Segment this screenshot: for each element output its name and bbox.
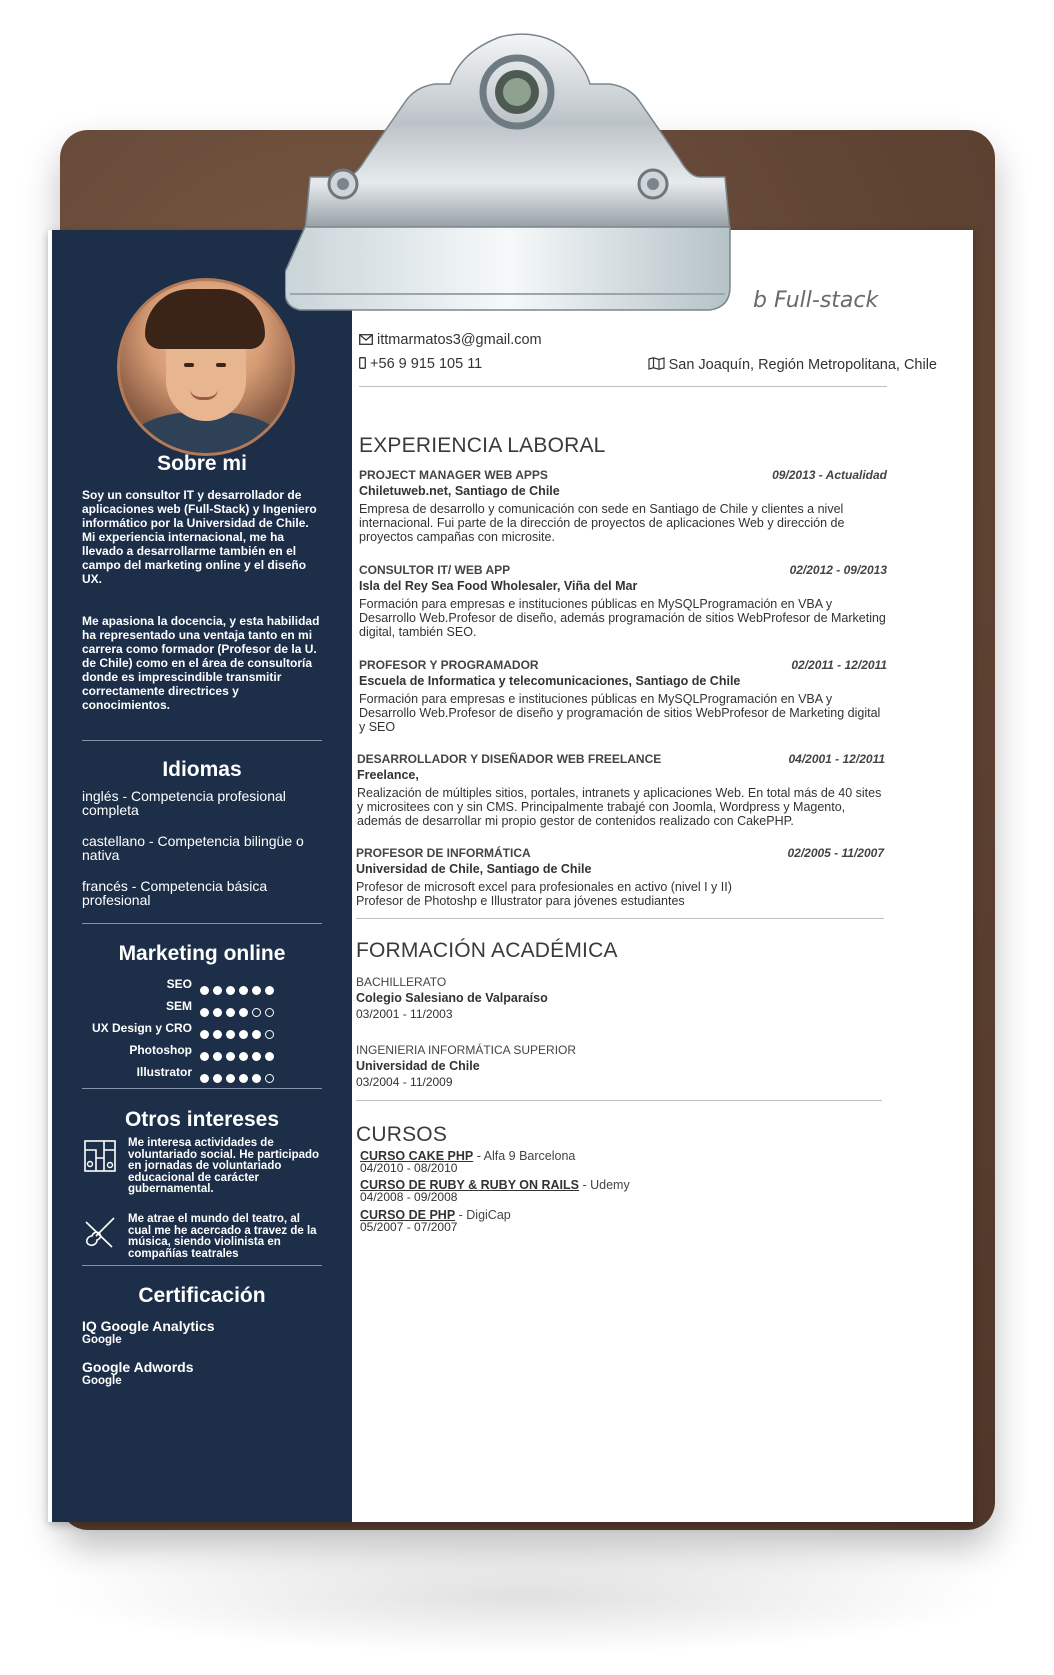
board-shadow — [45, 1535, 1005, 1655]
skill-row — [52, 1064, 352, 1082]
job-position: PROJECT MANAGER WEB APPS — [359, 468, 548, 482]
course-dates: 05/2007 - 07/2007 — [360, 1220, 458, 1234]
skill-label: Illustrator — [136, 1065, 192, 1079]
about-text-2: Me apasiona la docencia, y esta habilidad ha representado una ventaja tanto en mi carrera como formador (Profesor de la U. de Chile) como en el área de consultoría donde es imprescindible transmitir correctamente directrices y conocimientos. — [82, 614, 320, 712]
education-heading: FORMACIÓN ACADÉMICA — [356, 939, 618, 962]
resume-main — [353, 230, 973, 1522]
rating-dot-empty — [265, 1008, 274, 1017]
email-text: ittmarmatos3@gmail.com — [377, 332, 542, 348]
clipboard-clip — [285, 32, 765, 342]
rating-dot-filled — [252, 1074, 261, 1083]
language-item: castellano - Competencia bilingüe o nativa — [82, 833, 304, 863]
phone-icon — [359, 357, 366, 369]
experience-item — [359, 468, 887, 544]
cert-name: Google Adwords — [82, 1359, 194, 1375]
skill-label: SEO — [166, 977, 192, 991]
job-description: Profesor de microsoft excel para profesionales en activo (nivel I y II) Profesor de Photoshp e Illustrator para jóvenes estudiantes — [356, 880, 732, 908]
courses-heading: CURSOS — [356, 1123, 448, 1146]
education-item — [356, 974, 876, 1022]
rating-dot-filled — [213, 1052, 222, 1061]
skill-row — [52, 998, 352, 1016]
skill-label: Photoshop — [129, 1043, 192, 1057]
rating-dot-filled — [252, 986, 261, 995]
edu-school: Colegio Salesiano de Valparaíso — [356, 991, 548, 1005]
resume-sidebar — [52, 230, 352, 1522]
course-provider: - DigiCap — [455, 1208, 511, 1222]
job-description: Formación para empresas e instituciones públicas en MySQLProgramación en VBA y Desarrollo Web.Profesor de diseño, además programación de sitios WebProfesor de Marketing digital, también SEO. — [359, 597, 886, 639]
course-dates: 04/2008 - 09/2008 — [360, 1190, 458, 1204]
resume-page — [48, 230, 973, 1522]
rating-dot-filled — [213, 1008, 222, 1017]
rating-dot-filled — [239, 1074, 248, 1083]
job-org: Isla del Rey Sea Food Wholesaler, Viña del Mar — [359, 579, 638, 593]
rating-dot-filled — [200, 1030, 209, 1039]
section-divider — [356, 918, 884, 919]
rating-dot-filled — [239, 986, 248, 995]
rating-dot-filled — [200, 1008, 209, 1017]
job-position: DESARROLLADOR Y DISEÑADOR WEB FREELANCE — [357, 752, 662, 766]
job-date: 02/2012 - 09/2013 — [789, 563, 887, 577]
rating-dot-filled — [239, 1052, 248, 1061]
rating-dot-filled — [200, 1074, 209, 1083]
edu-degree: BACHILLERATO — [356, 975, 447, 989]
interest-text: Me interesa actividades de voluntariado social. He participado en jornadas de voluntariado educacional de carácter gubernamental. — [128, 1137, 320, 1195]
profile-photo — [117, 278, 295, 456]
rating-dot-filled — [226, 1008, 235, 1017]
sidebar-divider — [82, 1088, 322, 1089]
job-description: Formación para empresas e instituciones públicas en MySQLProgramación en VBA y Desarrollo Web.Profesor de diseño y programación de sitios WebProfesor de Marketing digital y SEO — [359, 692, 881, 734]
skill-row — [52, 976, 352, 994]
sidebar-divider — [82, 740, 322, 741]
skill-label: SEM — [165, 999, 192, 1013]
job-date: 02/2005 - 11/2007 — [787, 846, 884, 860]
experience-item — [359, 563, 887, 639]
rating-dot-filled — [226, 1074, 235, 1083]
rating-dot-filled — [226, 1030, 235, 1039]
course-item — [360, 1179, 880, 1203]
rating-dot-filled — [226, 986, 235, 995]
job-org: Escuela de Informatica y telecomunicaciones, Santiago de Chile — [359, 674, 741, 688]
cert-issuer: Google — [82, 1334, 122, 1346]
about-text-1: Soy un consultor IT y desarrollador de aplicaciones web (Full-Stack) y Ingeniero informático por la Universidad de Chile. Mi experiencia internacional, me ha llevado a desarrollarme también en el campo del marketing online y el diseño UX. — [82, 488, 317, 586]
rating-dot-filled — [252, 1030, 261, 1039]
skill-row — [52, 1020, 352, 1038]
course-dates: 04/2010 - 08/2010 — [360, 1161, 458, 1175]
rating-dot-empty — [265, 1074, 274, 1083]
map-icon — [648, 357, 665, 370]
rating-dot-filled — [200, 1052, 209, 1061]
education-item — [356, 1042, 876, 1090]
languages-heading: Idiomas — [162, 758, 242, 781]
edu-school: Universidad de Chile — [356, 1059, 480, 1073]
sidebar-divider — [82, 923, 322, 924]
job-date: 04/2001 - 12/2011 — [788, 752, 885, 766]
course-provider: - Udemy — [579, 1178, 630, 1192]
cert-item — [82, 1318, 322, 1347]
course-name: CURSO DE RUBY & RUBY ON RAILS — [360, 1178, 580, 1192]
skill-label: UX Design y CRO — [91, 1021, 192, 1035]
job-org: Chiletuweb.net, Santiago de Chile — [359, 484, 560, 498]
location-text: San Joaquín, Región Metropolitana, Chile — [668, 357, 937, 373]
violin-icon — [82, 1214, 118, 1250]
skill-row — [52, 1042, 352, 1060]
job-date: 09/2013 - Actualidad — [772, 468, 887, 482]
cert-name: IQ Google Analytics — [82, 1318, 215, 1334]
rating-dot-filled — [265, 1052, 274, 1061]
header-divider — [359, 386, 887, 387]
about-heading: Sobre mi — [157, 452, 247, 475]
job-org: Universidad de Chile, Santiago de Chile — [356, 862, 592, 876]
course-item — [360, 1209, 880, 1233]
course-provider: - Alfa 9 Barcelona — [473, 1149, 576, 1163]
skill-rating — [200, 1024, 278, 1043]
job-date: 02/2011 - 12/2011 — [791, 658, 887, 672]
rating-dot-filled — [226, 1052, 235, 1061]
interests-heading: Otros intereses — [124, 1108, 280, 1131]
course-name: CURSO CAKE PHP — [360, 1149, 474, 1163]
marketing-heading: Marketing online — [118, 942, 286, 965]
rating-dot-filled — [213, 1074, 222, 1083]
rating-dot-filled — [239, 1030, 248, 1039]
cert-heading: Certificación — [138, 1284, 266, 1307]
rating-dot-filled — [265, 986, 274, 995]
job-position: CONSULTOR IT/ WEB APP — [359, 563, 511, 577]
language-item: francés - Competencia básica profesional — [82, 878, 268, 908]
edu-years: 03/2001 - 11/2003 — [356, 1007, 453, 1021]
job-description: Empresa de desarrollo y comunicación con sede en Santiago de Chile y clientes a nivel internacional. Fui parte de la dirección de proyectos de aplicaciones Web y dirección de proyectos campañas con microsite. — [359, 502, 845, 544]
language-item: inglés - Competencia profesional completa — [82, 788, 286, 818]
location-contact — [648, 357, 937, 373]
sidebar-divider — [82, 1265, 322, 1266]
edu-years: 03/2004 - 11/2009 — [356, 1075, 453, 1089]
section-divider — [356, 1100, 882, 1101]
rating-dot-filled — [200, 986, 209, 995]
course-name: CURSO DE PHP — [360, 1208, 456, 1222]
skill-rating — [200, 1068, 278, 1087]
rating-dot-filled — [252, 1052, 261, 1061]
volunteer-map-icon — [82, 1138, 118, 1174]
cert-item — [82, 1359, 322, 1388]
interest-text: Me atrae el mundo del teatro, al cual me he acercado a travez de la música, siendo violinista en compañías teatrales — [128, 1213, 317, 1260]
job-position: PROFESOR DE INFORMÁTICA — [356, 846, 531, 860]
skill-rating — [200, 1002, 278, 1021]
experience-item — [359, 658, 887, 734]
job-title: b Full-stack — [753, 288, 879, 313]
rating-dot-filled — [213, 986, 222, 995]
rating-dot-empty — [265, 1030, 274, 1039]
skill-rating — [200, 980, 278, 999]
rating-dot-filled — [239, 1008, 248, 1017]
cert-issuer: Google — [82, 1375, 122, 1387]
experience-item — [356, 846, 884, 908]
rating-dot-filled — [213, 1030, 222, 1039]
job-position: PROFESOR Y PROGRAMADOR — [359, 658, 539, 672]
course-item — [360, 1150, 880, 1174]
experience-item — [357, 752, 885, 828]
job-org: Freelance, — [357, 768, 419, 782]
skill-rating — [200, 1046, 278, 1065]
phone-text: +56 9 915 105 11 — [370, 356, 483, 372]
edu-degree: INGENIERIA INFORMÁTICA SUPERIOR — [356, 1043, 577, 1057]
experience-heading: EXPERIENCIA LABORAL — [359, 434, 606, 457]
rating-dot-empty — [252, 1008, 261, 1017]
phone-contact — [359, 356, 482, 372]
job-description: Realización de múltiples sitios, portales, intranets y aplicaciones Web. En total más de 40 sites y micrositees con y sin CMS. Principalmente trabajé con Joomla, Wordpress y Magento, además de desarrollar mi propio gestor de contenidos realizado con CakePHP. — [357, 786, 882, 828]
